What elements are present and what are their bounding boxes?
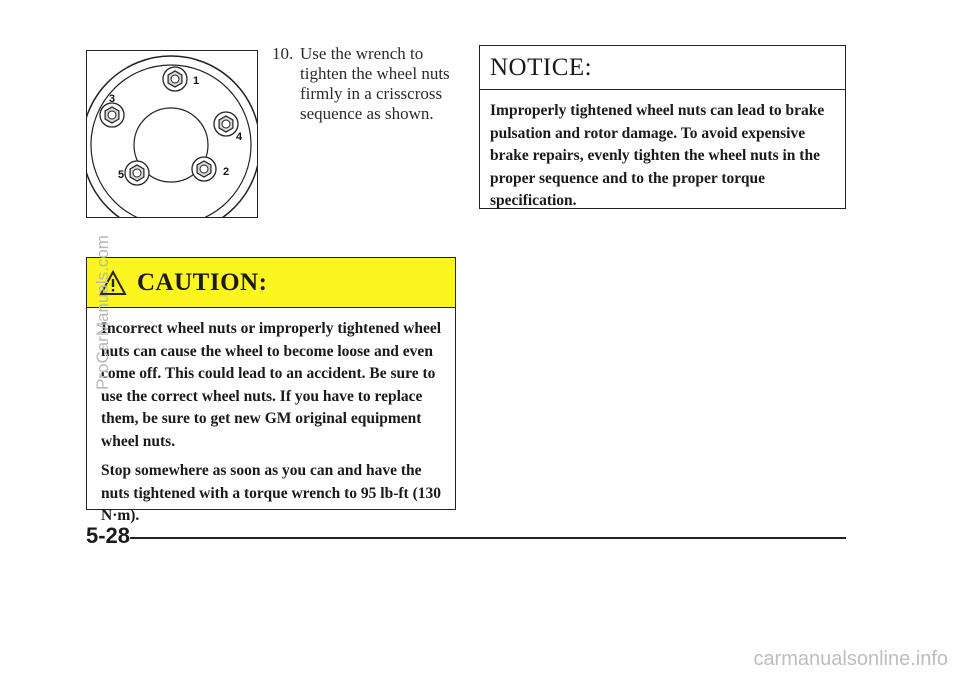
wheel-hub-illustration	[87, 51, 258, 218]
nut-sequence-label: 5	[118, 169, 125, 181]
footer-rule	[130, 537, 846, 539]
bottom-watermark: carmanualsonline.info	[753, 648, 948, 670]
caution-paragraph: Incorrect wheel nuts or improperly tightened wheel nuts can cause the wheel to become loose and even come off. This could lead to an accident. Be sure to use the correct wheel nuts. If you have to replace them, be sure to get new GM original equipment wheel nuts.	[101, 320, 442, 450]
step-number: 10.	[272, 44, 294, 63]
caution-paragraph: Stop somewhere as soon as you can and have the nuts tightened with a torque wrench to 95 lb-ft (130 N·m).	[101, 462, 442, 524]
nut-sequence-label: 2	[223, 166, 230, 178]
notice-body: Improperly tightened wheel nuts can lead to brake pulsation and rotor damage. To avoid expensive brake repairs, evenly tighten the wheel nuts in the proper sequence and to the proper torque specification.	[490, 102, 825, 209]
step-text: Use the wrench to tighten the wheel nuts firmly in a crisscross sequence as shown.	[300, 44, 450, 123]
page-number: 5-28	[86, 523, 131, 548]
nut-sequence-label: 1	[193, 75, 200, 87]
wheel-nut	[214, 112, 238, 136]
notice-title: NOTICE:	[480, 46, 845, 90]
caution-header	[87, 258, 455, 308]
side-watermark: ProCarManuals.com	[93, 235, 112, 390]
caution-box	[86, 257, 456, 524]
wheel-nut	[125, 161, 149, 185]
wheel-nut	[163, 67, 187, 91]
caution-title: CAUTION:	[137, 269, 268, 296]
nut-sequence-label: 4	[236, 131, 243, 143]
wheel-nut	[192, 157, 216, 181]
nut-sequence-label: 3	[109, 93, 116, 105]
caution-body	[87, 308, 455, 528]
notice-box	[479, 45, 846, 209]
instruction-step	[272, 44, 462, 124]
wheel-nut-diagram	[86, 50, 258, 218]
wheel-nut	[100, 103, 124, 127]
